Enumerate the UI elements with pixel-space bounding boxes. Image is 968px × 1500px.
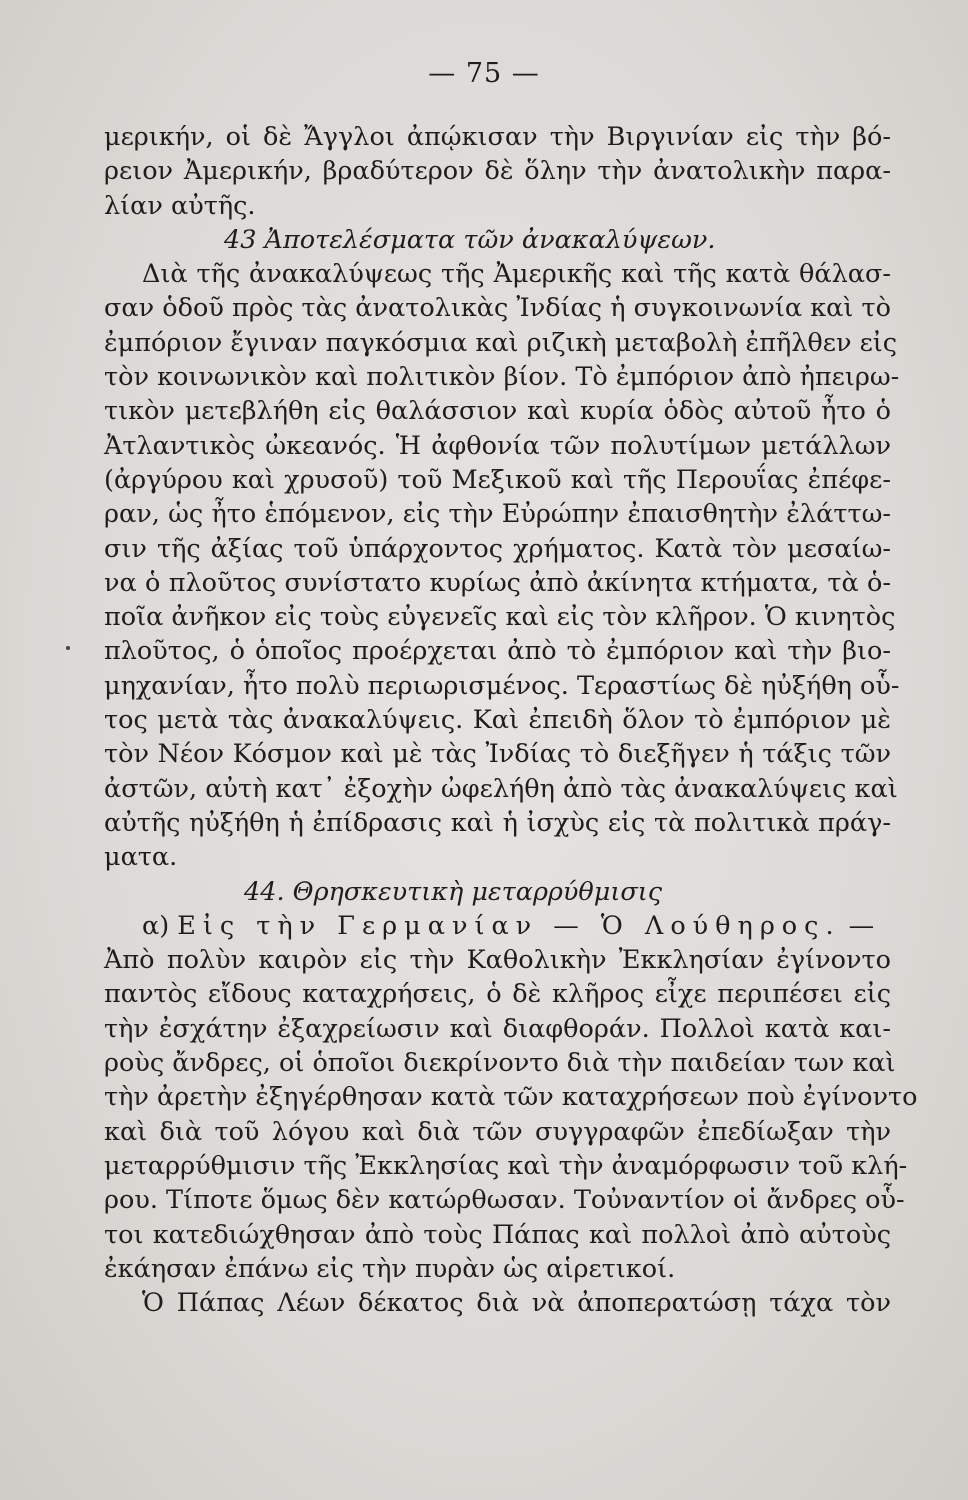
text-line: Ὁ Πάπας Λέων δέκατος διὰ νὰ ἀποπερατώσῃ τάχα τὸν (142, 1288, 891, 1319)
text-line: τὸν Νέον Κόσμον καὶ μὲ τὰς Ἰνδίας τὸ διεξῆγεν ἡ τάξις τῶν (104, 739, 891, 770)
text-line: ρειον Ἀμερικήν, βραδύτερον δὲ ὅλην τὴν ἀνατολικὴν παρα- (104, 156, 891, 187)
text-line: τικὸν μετεβλήθη εἰς θαλάσσιον καὶ κυρία ὁδὸς αὐτοῦ ἦτο ὁ (104, 396, 891, 427)
text-line: μηχανίαν, ἦτο πολὺ περιωρισμένος. Τεραστίως δὲ ηὐξήθη οὗ- (104, 670, 900, 701)
text-line: ραν, ὡς ἦτο ἑπόμενον, εἰς τὴν Εὐρώπην ἐπαισθητὴν ἐλάττω- (104, 499, 891, 530)
text-line: τὴν ἀρετὴν ἐξηγέρθησαν κατὰ τῶν καταχρήσεων ποὺ ἐγίνοντο (104, 1082, 918, 1113)
subsection-prefix: α) (142, 910, 170, 941)
text-line: Ἀτλαντικὸς ὠκεανός. Ἡ ἀφθονία τῶν πολυτίμων μετάλλων (104, 430, 891, 461)
text-line: (ἀργύρου καὶ χρυσοῦ) τοῦ Μεξικοῦ καὶ τῆς Περουΐας ἐπέφε- (104, 464, 891, 495)
text-line: μερικήν, οἱ δὲ Ἄγγλοι ἀπῴκισαν τὴν Βιργινίαν εἰς τὴν βό- (104, 122, 891, 152)
text-line: ροὺς ἄνδρες, οἱ ὁποῖοι διεκρίνοντο διὰ τὴν παιδείαν των καὶ (104, 1048, 896, 1079)
text-body (104, 120, 918, 1320)
section-43-heading: 43 Ἀποτελέσματα τῶν ἀνακαλύψεων. (224, 224, 716, 255)
text-line: ποῖα ἀνῆκον εἰς τοὺς εὐγενεῖς καὶ εἰς τὸν κλῆρον. Ὁ κινητὸς (104, 602, 896, 633)
text-line: τὴν ἐσχάτην ἐξαχρείωσιν καὶ διαφθοράν. Πολλοὶ κατὰ και- (104, 1013, 891, 1044)
text-line: τοι κατεδιώχθησαν ἀπὸ τοὺς Πάπας καὶ πολλοὶ ἀπὸ αὐτοὺς (104, 1219, 891, 1250)
margin-mark (66, 646, 70, 650)
text-line: τὸν κοινωνικὸν καὶ πολιτικὸν βίον. Τὸ ἐμπόριον ἀπὸ ἠπειρω- (104, 362, 900, 393)
text-line: ἀστῶν, αὐτὴ κατ᾽ ἐξοχὴν ὠφελήθη ἀπὸ τὰς ἀνακαλύψεις καὶ (104, 773, 898, 804)
text-line: να ὁ πλοῦτος συνίστατο κυρίως ἀπὸ ἀκίνητα κτήματα, τὰ ὁ- (104, 567, 891, 598)
subsection-dash: — (848, 910, 875, 941)
subsection-title: Εἰς τὴν Γερμανίαν — Ὁ Λούθηρος. (177, 910, 841, 941)
text-line: σιν τῆς ἀξίας τοῦ ὑπάρχοντος χρήματος. Κατὰ τὸν μεσαίω- (104, 533, 891, 564)
text-line: αὐτῆς ηὐξήθη ἡ ἐπίδρασις καὶ ἡ ἰσχὺς εἰς τὰ πολιτικὰ πράγ- (104, 807, 891, 838)
text-line: παντὸς εἴδους καταχρήσεις, ὁ δὲ κλῆρος εἶχε περιπέσει εἰς (104, 979, 891, 1010)
text-line: ματα. (104, 842, 178, 873)
text-line: μεταρρύθμισιν τῆς Ἐκκλησίας καὶ τὴν ἀναμόρφωσιν τοῦ κλή- (104, 1150, 908, 1181)
text-line: πλοῦτος, ὁ ὁποῖος προέρχεται ἀπὸ τὸ ἐμπόριον καὶ τὴν βιο- (104, 636, 891, 667)
subsection-heading (104, 909, 891, 943)
text-line: καὶ διὰ τοῦ λόγου καὶ διὰ τῶν συγγραφῶν ἐπεδίωξαν τὴν (104, 1116, 891, 1147)
text-line: Διὰ τῆς ἀνακαλύψεως τῆς Ἀμερικῆς καὶ τῆς κατὰ θάλασ- (142, 259, 891, 290)
text-line: ρου. Τίποτε ὅμως δὲν κατώρθωσαν. Τοὐναντίον οἱ ἄνδρες οὗ- (104, 1185, 905, 1216)
text-line: Ἀπὸ πολὺν καιρὸν εἰς τὴν Καθολικὴν Ἐκκλησίαν ἐγίνοντο (104, 945, 891, 976)
text-line: ἐμπόριον ἔγιναν παγκόσμια καὶ ριζικὴ μεταβολὴ ἐπῆλθεν εἰς (104, 327, 898, 358)
text-line: σαν ὁδοῦ πρὸς τὰς ἀνατολικὰς Ἰνδίας ἡ συγκοινωνία καὶ τὸ (104, 293, 891, 324)
text-line: λίαν αὐτῆς. (104, 190, 256, 221)
page-number: — 75 — (428, 58, 540, 89)
text-line: τος μετὰ τὰς ἀνακαλύψεις. Καὶ ἐπειδὴ ὅλον τὸ ἐμπόριον μὲ (104, 705, 891, 736)
text-line: ἐκάησαν ἐπάνω εἰς τὴν πυρὰν ὡς αἱρετικοί. (104, 1253, 676, 1284)
section-44-heading: 44. Θρησκευτικὴ μεταρρύθμισις (244, 876, 663, 907)
